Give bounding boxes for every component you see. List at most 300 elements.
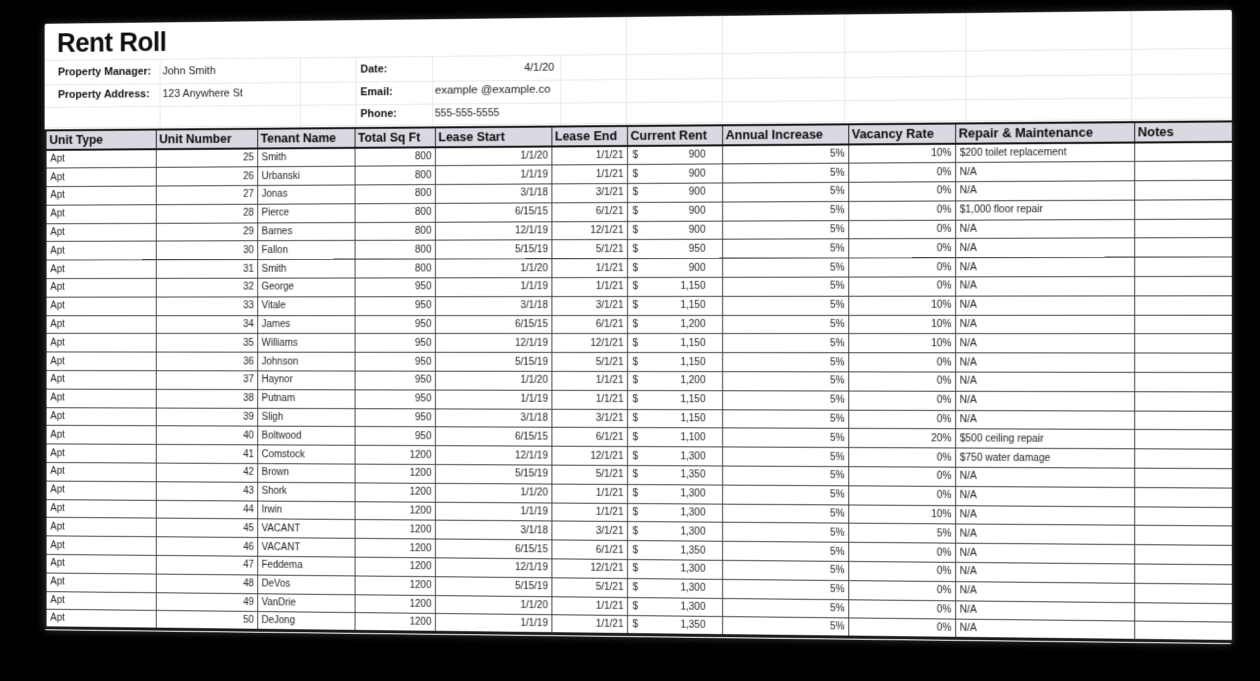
cell-lease-start: 12/1/19 bbox=[435, 334, 552, 353]
cell-lease-start: 12/1/19 bbox=[435, 446, 552, 465]
cell-vacancy-rate: 0% bbox=[848, 163, 955, 183]
rent-amount: 1,300 bbox=[680, 582, 706, 595]
property-manager-label: Property Manager: bbox=[57, 65, 152, 79]
cell-vacancy-rate: 0% bbox=[848, 580, 955, 600]
cell-unit-type: Apt bbox=[46, 444, 156, 463]
cell-current-rent bbox=[627, 597, 722, 617]
cell-tenant-name: Feddema bbox=[257, 556, 354, 575]
cell-unit-number: 34 bbox=[156, 315, 257, 334]
cell-current-rent bbox=[627, 447, 722, 466]
property-address-label: Property Address: bbox=[57, 88, 150, 101]
cell-vacancy-rate: 0% bbox=[848, 448, 955, 468]
cell-unit-number: 36 bbox=[156, 352, 257, 371]
rent-amount: 1,150 bbox=[680, 300, 706, 312]
table-row bbox=[46, 334, 1233, 354]
cell-unit-type: Apt bbox=[46, 334, 156, 352]
cell-lease-end: 5/1/21 bbox=[551, 353, 627, 372]
cell-current-rent bbox=[627, 372, 722, 391]
cell-repair-maintenance: $750 water damage bbox=[955, 448, 1134, 468]
cell-vacancy-rate: 0% bbox=[848, 182, 955, 202]
cell-unit-type: Apt bbox=[46, 371, 156, 390]
cell-tenant-name: Smith bbox=[257, 259, 354, 278]
cell-lease-start: 12/1/19 bbox=[435, 221, 552, 240]
cell-current-rent bbox=[627, 409, 722, 428]
cell-tenant-name: Boltwood bbox=[257, 427, 354, 446]
currency-symbol: $ bbox=[632, 168, 639, 180]
cell-current-rent bbox=[627, 428, 722, 447]
cell-unit-number: 33 bbox=[156, 297, 257, 316]
currency-symbol: $ bbox=[632, 356, 639, 368]
cell-lease-start: 3/1/18 bbox=[435, 184, 552, 203]
cell-vacancy-rate: 0% bbox=[848, 201, 955, 220]
cell-lease-end: 12/1/21 bbox=[551, 559, 627, 578]
rent-amount: 1,300 bbox=[680, 507, 706, 519]
column-header-repair-maintenance: Repair & Maintenance bbox=[955, 122, 1134, 144]
cell-tenant-name: Urbanski bbox=[257, 166, 354, 185]
rent-amount: 1,300 bbox=[680, 601, 706, 613]
cell-annual-increase: 5% bbox=[722, 579, 848, 599]
date-value: 4/1/20 bbox=[524, 61, 555, 74]
cell-annual-increase: 5% bbox=[722, 182, 848, 202]
cell-unit-number: 31 bbox=[156, 260, 257, 279]
currency-symbol: $ bbox=[632, 563, 639, 575]
cell-unit-number: 28 bbox=[156, 204, 257, 223]
cell-unit-number: 49 bbox=[156, 592, 257, 612]
cell-current-rent bbox=[627, 466, 722, 485]
cell-total-sqft: 800 bbox=[355, 166, 435, 185]
cell-notes bbox=[1134, 334, 1233, 353]
cell-unit-type: Apt bbox=[46, 297, 156, 316]
rent-amount: 1,150 bbox=[680, 281, 706, 293]
property-address-value: 123 Anywhere St bbox=[162, 87, 243, 101]
cell-unit-number: 47 bbox=[156, 555, 257, 574]
cell-annual-increase: 5% bbox=[722, 163, 848, 183]
cell-lease-end: 1/1/21 bbox=[551, 615, 627, 635]
cell-repair-maintenance: $1,000 floor repair bbox=[955, 200, 1134, 220]
cell-vacancy-rate: 0% bbox=[848, 486, 955, 506]
cell-unit-number: 44 bbox=[156, 500, 257, 519]
cell-unit-number: 29 bbox=[156, 223, 257, 242]
cell-notes bbox=[1134, 430, 1233, 450]
cell-vacancy-rate: 10% bbox=[848, 315, 955, 334]
cell-unit-number: 48 bbox=[156, 574, 257, 593]
cell-total-sqft: 950 bbox=[355, 408, 435, 427]
cell-lease-start: 5/15/19 bbox=[435, 465, 552, 484]
cell-total-sqft: 950 bbox=[355, 315, 435, 334]
rent-roll-table bbox=[45, 120, 1234, 643]
cell-lease-end: 1/1/21 bbox=[551, 596, 627, 616]
cell-vacancy-rate: 0% bbox=[848, 391, 955, 410]
column-header-annual-increase: Annual Increase bbox=[722, 124, 848, 145]
cell-lease-start: 1/1/19 bbox=[435, 278, 552, 297]
cell-annual-increase: 5% bbox=[722, 617, 848, 637]
cell-lease-start: 3/1/18 bbox=[435, 296, 552, 315]
cell-current-rent bbox=[627, 315, 722, 334]
cell-vacancy-rate: 10% bbox=[848, 334, 955, 353]
rent-amount: 1,150 bbox=[680, 394, 706, 406]
currency-symbol: $ bbox=[632, 375, 639, 387]
cell-vacancy-rate: 10% bbox=[848, 144, 955, 164]
cell-total-sqft: 950 bbox=[355, 371, 435, 390]
cell-lease-start: 6/15/15 bbox=[435, 539, 552, 559]
cell-total-sqft: 1200 bbox=[355, 483, 435, 502]
cell-notes bbox=[1134, 296, 1233, 315]
gridline bbox=[626, 17, 627, 125]
cell-unit-number: 38 bbox=[156, 389, 257, 408]
cell-unit-type: Apt bbox=[46, 315, 156, 333]
currency-symbol: $ bbox=[632, 206, 639, 218]
column-header-vacancy-rate: Vacancy Rate bbox=[848, 124, 955, 145]
phone-label: Phone: bbox=[360, 107, 397, 121]
cell-tenant-name: VACANT bbox=[257, 538, 354, 557]
currency-symbol: $ bbox=[632, 300, 639, 312]
cell-tenant-name: Putnam bbox=[257, 389, 354, 408]
cell-notes bbox=[1134, 583, 1233, 603]
cell-tenant-name: Pierce bbox=[257, 204, 354, 223]
rent-amount: 1,300 bbox=[680, 526, 706, 538]
cell-lease-start: 12/1/19 bbox=[435, 558, 552, 578]
cell-current-rent bbox=[627, 503, 722, 522]
cell-unit-number: 25 bbox=[156, 149, 257, 168]
cell-notes bbox=[1134, 142, 1233, 162]
cell-annual-increase: 5% bbox=[722, 296, 848, 315]
cell-lease-start: 6/15/15 bbox=[435, 315, 552, 334]
cell-lease-start: 1/1/19 bbox=[435, 502, 552, 522]
cell-tenant-name: Jonas bbox=[257, 185, 354, 204]
cell-unit-type: Apt bbox=[46, 481, 156, 500]
rent-amount: 1,150 bbox=[680, 356, 706, 368]
cell-repair-maintenance: N/A bbox=[955, 181, 1134, 201]
cell-total-sqft: 1200 bbox=[355, 557, 435, 576]
cell-lease-end: 1/1/21 bbox=[551, 146, 627, 165]
cell-tenant-name: Shork bbox=[257, 482, 354, 501]
cell-unit-number: 42 bbox=[156, 463, 257, 482]
cell-lease-end: 12/1/21 bbox=[551, 446, 627, 465]
cell-current-rent bbox=[627, 240, 722, 259]
cell-annual-increase: 5% bbox=[722, 144, 848, 164]
cell-current-rent bbox=[627, 183, 722, 202]
cell-lease-end: 3/1/21 bbox=[551, 409, 627, 428]
cell-repair-maintenance: N/A bbox=[955, 581, 1134, 602]
cell-unit-type: Apt bbox=[46, 168, 156, 187]
cell-tenant-name: Irwin bbox=[257, 501, 354, 520]
column-header-current-rent: Current Rent bbox=[627, 125, 722, 146]
currency-symbol: $ bbox=[632, 394, 639, 406]
cell-annual-increase: 5% bbox=[722, 239, 848, 258]
gridline bbox=[45, 73, 1232, 85]
rent-amount: 1,300 bbox=[680, 488, 706, 500]
gridline bbox=[45, 48, 1232, 61]
cell-lease-start: 6/15/15 bbox=[435, 203, 552, 222]
cell-total-sqft: 1200 bbox=[355, 501, 435, 520]
column-header-notes: Notes bbox=[1134, 121, 1233, 142]
cell-unit-number: 30 bbox=[156, 241, 257, 260]
cell-current-rent bbox=[627, 541, 722, 561]
cell-vacancy-rate: 0% bbox=[848, 543, 955, 563]
cell-notes bbox=[1134, 200, 1233, 220]
cell-unit-type: Apt bbox=[46, 536, 156, 555]
cell-unit-number: 46 bbox=[156, 537, 257, 556]
gridline bbox=[560, 55, 561, 126]
cell-notes bbox=[1134, 372, 1233, 391]
cell-notes bbox=[1134, 411, 1233, 431]
cell-lease-end: 5/1/21 bbox=[551, 578, 627, 598]
currency-symbol: $ bbox=[632, 469, 639, 481]
currency-symbol: $ bbox=[632, 544, 639, 556]
cell-vacancy-rate: 20% bbox=[848, 429, 955, 448]
cell-lease-end: 1/1/21 bbox=[551, 371, 627, 390]
cell-notes bbox=[1134, 180, 1233, 200]
cell-lease-end: 1/1/21 bbox=[551, 259, 627, 278]
cell-annual-increase: 5% bbox=[722, 504, 848, 524]
cell-notes bbox=[1134, 602, 1233, 622]
rent-amount: 1,350 bbox=[680, 545, 706, 557]
cell-unit-type: Apt bbox=[46, 426, 156, 445]
column-header-tenant-name: Tenant Name bbox=[257, 128, 354, 148]
cell-annual-increase: 5% bbox=[722, 201, 848, 220]
cell-tenant-name: James bbox=[257, 315, 354, 334]
cell-notes bbox=[1134, 353, 1233, 372]
column-header-lease-start: Lease Start bbox=[435, 127, 552, 148]
cell-total-sqft: 950 bbox=[355, 390, 435, 409]
cell-repair-maintenance: N/A bbox=[955, 162, 1134, 182]
cell-lease-end: 3/1/21 bbox=[551, 296, 627, 315]
cell-annual-increase: 5% bbox=[722, 485, 848, 505]
rent-amount: 900 bbox=[688, 168, 706, 180]
cell-repair-maintenance: N/A bbox=[955, 524, 1134, 544]
currency-symbol: $ bbox=[632, 431, 639, 443]
table-row bbox=[46, 315, 1233, 334]
page-title: Rent Roll bbox=[57, 27, 167, 58]
cell-current-rent bbox=[627, 334, 722, 353]
cell-repair-maintenance: N/A bbox=[955, 391, 1134, 411]
cell-unit-number: 43 bbox=[156, 482, 257, 501]
gridline bbox=[300, 57, 301, 127]
cell-lease-end: 6/1/21 bbox=[551, 428, 627, 447]
cell-current-rent bbox=[627, 578, 722, 598]
table-row bbox=[46, 352, 1233, 372]
rent-roll-spreadsheet bbox=[45, 10, 1232, 644]
cell-lease-start: 1/1/20 bbox=[435, 147, 552, 166]
cell-unit-number: 37 bbox=[156, 371, 257, 390]
cell-notes bbox=[1134, 219, 1233, 239]
cell-lease-end: 3/1/21 bbox=[551, 521, 627, 540]
table-row bbox=[46, 257, 1233, 278]
cell-unit-type: Apt bbox=[46, 389, 156, 408]
cell-lease-start: 1/1/20 bbox=[435, 483, 552, 502]
cell-lease-start: 1/1/20 bbox=[435, 371, 552, 390]
cell-repair-maintenance: N/A bbox=[955, 372, 1134, 391]
cell-total-sqft: 1200 bbox=[355, 594, 435, 613]
property-manager-value: John Smith bbox=[162, 65, 216, 78]
rent-amount: 1,150 bbox=[680, 413, 706, 425]
cell-annual-increase: 5% bbox=[722, 315, 848, 334]
cell-tenant-name: VACANT bbox=[257, 519, 354, 538]
gridline bbox=[160, 59, 161, 129]
cell-vacancy-rate: 0% bbox=[848, 353, 955, 372]
rent-amount: 1,300 bbox=[680, 450, 706, 463]
cell-lease-end: 1/1/21 bbox=[551, 165, 627, 184]
currency-symbol: $ bbox=[632, 450, 639, 462]
gridline bbox=[844, 14, 845, 123]
cell-current-rent bbox=[627, 390, 722, 409]
cell-vacancy-rate: 10% bbox=[848, 296, 955, 315]
cell-unit-type: Apt bbox=[46, 499, 156, 518]
cell-lease-end: 12/1/21 bbox=[551, 221, 627, 240]
cell-notes bbox=[1134, 238, 1233, 257]
cell-annual-increase: 5% bbox=[722, 466, 848, 486]
cell-tenant-name: DeJong bbox=[257, 612, 354, 632]
rent-amount: 900 bbox=[688, 149, 706, 161]
cell-repair-maintenance: $200 toilet replacement bbox=[955, 143, 1134, 163]
rent-amount: 1,150 bbox=[680, 337, 706, 349]
cell-annual-increase: 5% bbox=[722, 409, 848, 428]
cell-current-rent bbox=[627, 164, 722, 183]
cell-lease-start: 1/1/19 bbox=[435, 165, 552, 184]
cell-tenant-name: Smith bbox=[257, 148, 354, 167]
cell-unit-number: 27 bbox=[156, 186, 257, 205]
cell-annual-increase: 5% bbox=[722, 391, 848, 410]
cell-unit-number: 39 bbox=[156, 408, 257, 427]
cell-lease-end: 5/1/21 bbox=[551, 465, 627, 484]
cell-notes bbox=[1134, 545, 1233, 565]
cell-notes bbox=[1134, 564, 1233, 584]
cell-vacancy-rate: 0% bbox=[848, 561, 955, 581]
cell-unit-type: Apt bbox=[46, 223, 156, 242]
currency-symbol: $ bbox=[632, 187, 639, 199]
cell-vacancy-rate: 0% bbox=[848, 258, 955, 277]
cell-vacancy-rate: 0% bbox=[848, 220, 955, 239]
cell-repair-maintenance: N/A bbox=[955, 257, 1134, 276]
cell-unit-type: Apt bbox=[46, 205, 156, 224]
cell-notes bbox=[1134, 392, 1233, 411]
cell-unit-number: 26 bbox=[156, 167, 257, 186]
cell-annual-increase: 5% bbox=[722, 598, 848, 618]
cell-current-rent bbox=[627, 353, 722, 372]
cell-vacancy-rate: 0% bbox=[848, 599, 955, 619]
cell-unit-type: Apt bbox=[46, 554, 156, 573]
cell-notes bbox=[1134, 161, 1233, 181]
cell-current-rent bbox=[627, 560, 722, 580]
cell-tenant-name: Fallon bbox=[257, 241, 354, 260]
cell-repair-maintenance: N/A bbox=[955, 277, 1134, 296]
cell-repair-maintenance: N/A bbox=[955, 543, 1134, 564]
cell-vacancy-rate: 10% bbox=[848, 505, 955, 525]
cell-repair-maintenance: N/A bbox=[955, 620, 1134, 641]
cell-total-sqft: 950 bbox=[355, 353, 435, 372]
cell-tenant-name: Barnes bbox=[257, 222, 354, 241]
cell-lease-start: 5/15/19 bbox=[435, 240, 552, 259]
cell-total-sqft: 1200 bbox=[355, 539, 435, 558]
cell-unit-type: Apt bbox=[46, 518, 156, 537]
column-header-lease-end: Lease End bbox=[551, 126, 627, 147]
cell-current-rent bbox=[627, 484, 722, 503]
cell-tenant-name: Johnson bbox=[257, 352, 354, 371]
rent-amount: 1,100 bbox=[680, 432, 706, 444]
cell-notes bbox=[1134, 257, 1233, 276]
table-row bbox=[46, 296, 1233, 316]
cell-vacancy-rate: 0% bbox=[848, 618, 955, 638]
cell-tenant-name: Comstock bbox=[257, 445, 354, 464]
cell-unit-type: Apt bbox=[46, 149, 156, 168]
cell-vacancy-rate: 0% bbox=[848, 239, 955, 258]
cell-unit-type: Apt bbox=[46, 260, 156, 279]
cell-vacancy-rate: 0% bbox=[848, 467, 955, 487]
cell-repair-maintenance: N/A bbox=[955, 410, 1134, 430]
cell-vacancy-rate: 0% bbox=[848, 410, 955, 429]
column-header-total-sq-ft: Total Sq Ft bbox=[355, 127, 435, 147]
currency-symbol: $ bbox=[632, 525, 639, 537]
cell-tenant-name: Haynor bbox=[257, 371, 354, 390]
rent-amount: 1,300 bbox=[680, 563, 706, 576]
cell-notes bbox=[1134, 449, 1233, 469]
rent-amount: 1,350 bbox=[680, 619, 706, 632]
cell-annual-increase: 5% bbox=[722, 428, 848, 447]
currency-symbol: $ bbox=[632, 281, 639, 293]
currency-symbol: $ bbox=[632, 488, 639, 500]
cell-vacancy-rate: 5% bbox=[848, 524, 955, 544]
cell-unit-type: Apt bbox=[46, 463, 156, 482]
cell-lease-end: 6/1/21 bbox=[551, 315, 627, 334]
cell-annual-increase: 5% bbox=[722, 258, 848, 277]
currency-symbol: $ bbox=[632, 319, 639, 331]
cell-total-sqft: 1200 bbox=[355, 613, 435, 633]
cell-annual-increase: 5% bbox=[722, 447, 848, 467]
currency-symbol: $ bbox=[632, 582, 639, 594]
cell-tenant-name: Brown bbox=[257, 464, 354, 483]
cell-repair-maintenance: N/A bbox=[955, 334, 1134, 353]
cell-unit-number: 50 bbox=[156, 611, 257, 631]
cell-lease-start: 3/1/18 bbox=[435, 409, 552, 428]
cell-notes bbox=[1134, 468, 1233, 488]
date-label: Date: bbox=[360, 63, 388, 76]
cell-repair-maintenance: N/A bbox=[955, 238, 1134, 258]
rent-amount: 1,350 bbox=[680, 469, 706, 481]
cell-unit-type: Apt bbox=[46, 278, 156, 297]
cell-annual-increase: 5% bbox=[722, 277, 848, 296]
cell-annual-increase: 5% bbox=[722, 542, 848, 562]
cell-unit-number: 32 bbox=[156, 278, 257, 297]
cell-current-rent bbox=[627, 259, 722, 278]
column-header-unit-type: Unit Type bbox=[46, 130, 156, 150]
currency-symbol: $ bbox=[632, 601, 639, 613]
cell-current-rent bbox=[627, 296, 722, 315]
rent-amount: 900 bbox=[688, 224, 706, 236]
cell-repair-maintenance: N/A bbox=[955, 219, 1134, 239]
cell-lease-start: 5/15/19 bbox=[435, 577, 552, 597]
cell-total-sqft: 950 bbox=[355, 334, 435, 353]
cell-lease-start: 1/1/20 bbox=[435, 259, 552, 278]
cell-tenant-name: George bbox=[257, 278, 354, 297]
cell-total-sqft: 950 bbox=[355, 427, 435, 446]
cell-lease-start: 1/1/20 bbox=[435, 595, 552, 615]
cell-repair-maintenance: N/A bbox=[955, 353, 1134, 372]
rent-amount: 900 bbox=[688, 205, 706, 218]
currency-symbol: $ bbox=[632, 413, 639, 425]
cell-total-sqft: 1200 bbox=[355, 520, 435, 539]
cell-lease-start: 5/15/19 bbox=[435, 353, 552, 372]
cell-vacancy-rate: 0% bbox=[848, 277, 955, 296]
currency-symbol: $ bbox=[632, 243, 639, 255]
cell-lease-start: 3/1/18 bbox=[435, 521, 552, 541]
cell-total-sqft: 1200 bbox=[355, 576, 435, 595]
cell-lease-end: 6/1/21 bbox=[551, 202, 627, 221]
cell-lease-start: 1/1/19 bbox=[435, 390, 552, 409]
cell-lease-start: 6/15/15 bbox=[435, 427, 552, 446]
email-label: Email: bbox=[360, 86, 393, 99]
cell-lease-end: 3/1/21 bbox=[551, 184, 627, 203]
cell-current-rent bbox=[627, 277, 722, 296]
